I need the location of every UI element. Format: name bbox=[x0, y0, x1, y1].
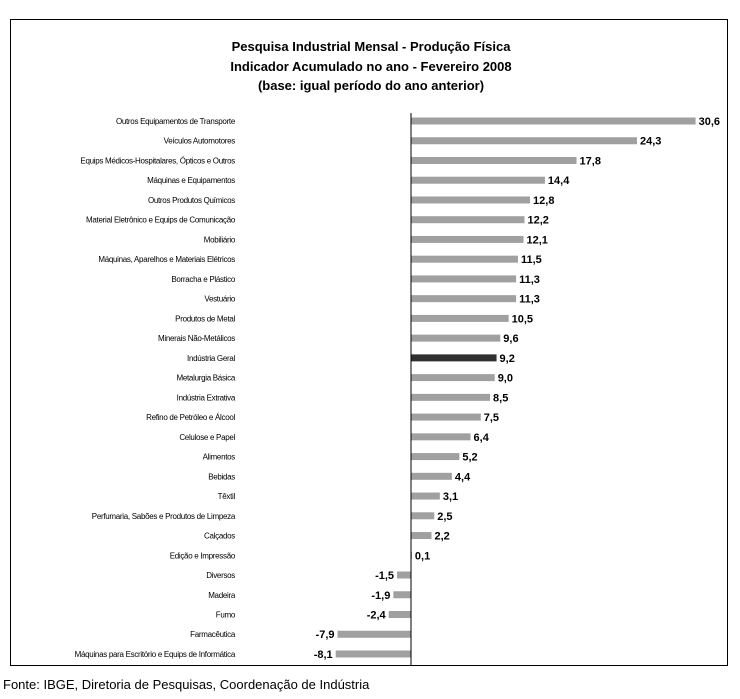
category-label: Alimentos bbox=[202, 452, 235, 462]
chart-title bbox=[230, 39, 511, 93]
category-label: Material Eletrônico e Equips de Comunicação bbox=[86, 215, 235, 225]
value-label: 12,8 bbox=[533, 194, 555, 207]
value-label: 7,5 bbox=[483, 412, 500, 425]
value-label: 11,5 bbox=[520, 254, 542, 267]
value-label: 8,5 bbox=[493, 392, 509, 405]
category-label: Máquinas, Aparelhos e Materiais Elétricos bbox=[98, 255, 235, 265]
value-label: 2,2 bbox=[434, 530, 450, 543]
category-label: Têxtil bbox=[217, 492, 235, 502]
category-label: Calçados bbox=[204, 531, 235, 541]
category-label: Edição e Impressão bbox=[169, 551, 235, 561]
chart-frame bbox=[10, 19, 728, 666]
value-label: 4,4 bbox=[454, 471, 471, 484]
category-label: Equips Médicos-Hospitalares, Ópticos e Outros bbox=[80, 156, 235, 166]
bar-26 bbox=[389, 611, 411, 618]
bar-2 bbox=[411, 137, 637, 144]
bar-16 bbox=[411, 414, 481, 421]
category-labels bbox=[75, 117, 236, 659]
bar-3 bbox=[411, 157, 577, 164]
value-label: 17,8 bbox=[579, 155, 601, 168]
title-line-2: Indicador Acumulado no ano - Fevereiro 2008 bbox=[230, 59, 512, 74]
value-label: 24,3 bbox=[639, 135, 662, 148]
value-label: 11,3 bbox=[519, 293, 540, 306]
bar-11 bbox=[411, 315, 509, 322]
category-label: Máquinas e Equipamentos bbox=[147, 176, 235, 186]
value-label: -8,1 bbox=[313, 648, 333, 661]
source-note: Fonte: IBGE, Diretoria de Pesquisas, Coordenação de Indústria bbox=[3, 677, 370, 692]
bar-18 bbox=[411, 453, 459, 460]
value-label: -7,9 bbox=[315, 629, 335, 642]
value-label: 30,6 bbox=[698, 116, 721, 128]
bar-7 bbox=[411, 236, 524, 243]
bar-22 bbox=[411, 532, 431, 539]
value-label: 10,5 bbox=[511, 313, 534, 326]
title-line-1: Pesquisa Industrial Mensal - Produção Física bbox=[231, 39, 511, 54]
category-label: Fumo bbox=[215, 610, 235, 620]
category-label: Celulose e Papel bbox=[179, 432, 235, 442]
category-label: Produtos de Metal bbox=[175, 314, 235, 324]
category-label: Minerais Não-Metálicos bbox=[158, 334, 235, 344]
bar-8 bbox=[411, 256, 518, 263]
bar-28 bbox=[336, 650, 411, 657]
chart-svg bbox=[11, 20, 727, 665]
value-label: 9,0 bbox=[497, 372, 513, 385]
bar-24 bbox=[397, 572, 411, 579]
value-label: 5,2 bbox=[462, 451, 478, 464]
category-label: Bebidas bbox=[208, 472, 235, 482]
title-line-3: (base: igual período do ano anterior) bbox=[257, 78, 485, 93]
category-label: Máquinas para Escritório e Equips de Informática bbox=[74, 649, 235, 659]
value-label: 2,5 bbox=[437, 510, 453, 523]
category-label: Madeira bbox=[208, 590, 235, 600]
bar-19 bbox=[411, 473, 452, 480]
bar-1 bbox=[411, 118, 696, 125]
bar-9 bbox=[411, 275, 516, 282]
category-label: Borracha e Plástico bbox=[171, 274, 235, 284]
category-label: Refino de Petróleo e Álcool bbox=[146, 413, 235, 423]
value-label: -1,5 bbox=[375, 570, 395, 583]
bar-13 bbox=[411, 354, 497, 361]
category-label: Mobiliário bbox=[203, 235, 235, 245]
category-label: Indústria Extrativa bbox=[176, 393, 235, 403]
bar-5 bbox=[411, 196, 530, 203]
value-label: 12,2 bbox=[527, 214, 549, 227]
bar-27 bbox=[338, 631, 411, 638]
value-label: 6,4 bbox=[473, 431, 489, 444]
category-label: Diversos bbox=[206, 571, 235, 581]
bar-14 bbox=[411, 374, 495, 381]
value-label: 11,3 bbox=[519, 273, 540, 286]
value-label: 9,2 bbox=[499, 352, 515, 365]
value-label: 9,6 bbox=[503, 333, 519, 346]
category-label: Outros Produtos Químicos bbox=[147, 195, 235, 205]
value-label: 3,1 bbox=[442, 491, 459, 504]
value-label: 0,1 bbox=[414, 550, 431, 563]
category-label: Veículos Automotores bbox=[163, 136, 235, 146]
bar-6 bbox=[411, 216, 524, 223]
value-label: 14,4 bbox=[547, 175, 570, 188]
bar-15 bbox=[411, 394, 490, 401]
bar-10 bbox=[411, 295, 516, 302]
value-label: -1,9 bbox=[371, 589, 391, 602]
bar-20 bbox=[411, 493, 440, 500]
value-label: -2,4 bbox=[366, 609, 386, 622]
bar-21 bbox=[411, 512, 434, 519]
value-label: 12,1 bbox=[526, 234, 548, 247]
bar-12 bbox=[411, 335, 500, 342]
category-label: Outros Equipamentos de Transporte bbox=[115, 117, 235, 126]
bar-25 bbox=[393, 591, 411, 598]
category-label: Metalurgia Básica bbox=[176, 373, 235, 383]
bar-4 bbox=[411, 177, 545, 184]
category-label: Perfumaria, Sabões e Produtos de Limpeza bbox=[91, 511, 235, 521]
category-label: Indústria Geral bbox=[187, 353, 235, 363]
category-label: Vestuário bbox=[204, 294, 235, 304]
category-label: Farmacêutica bbox=[190, 630, 235, 640]
bar-17 bbox=[411, 433, 471, 440]
